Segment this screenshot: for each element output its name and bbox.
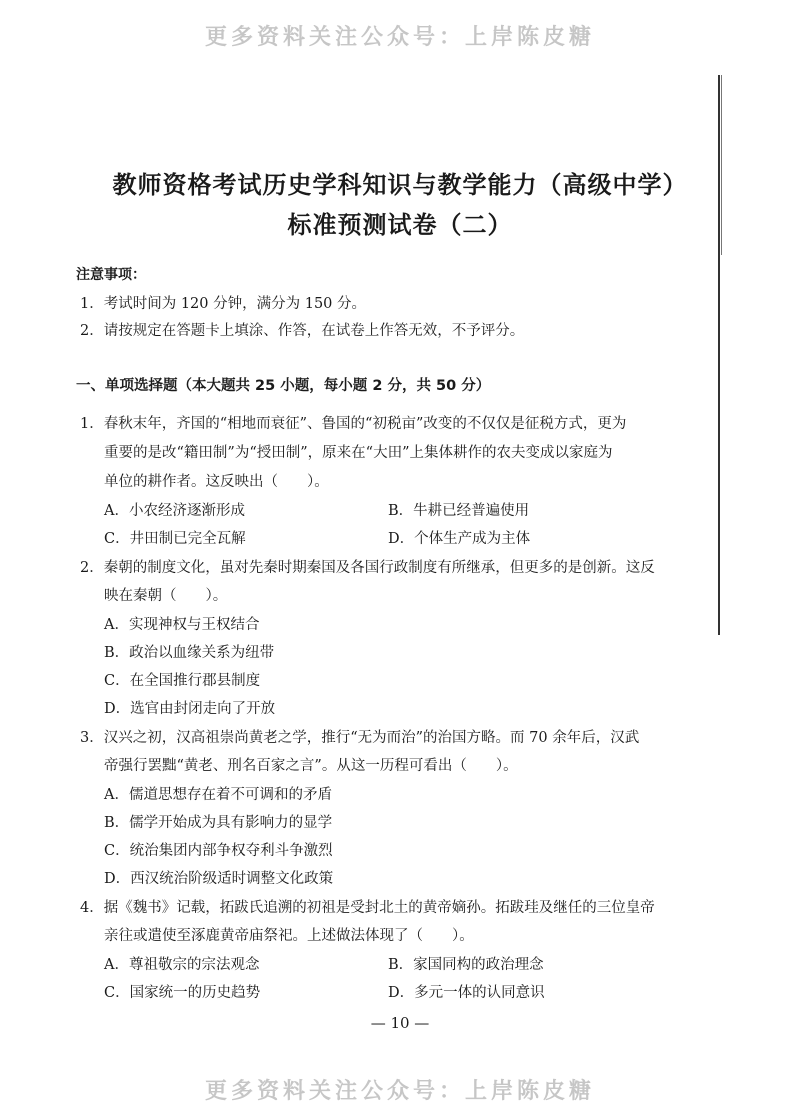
question-2-option: C．在全国推行郡县制度: [104, 673, 261, 689]
question-4-option: C．国家统一的历史趋势: [104, 985, 261, 1001]
notes-heading: 注意事项：: [76, 267, 146, 283]
question-1-stem-line: 1．春秋末年，齐国的“相地而衰征”、鲁国的“初税亩”改变的不仅仅是征税方式，更为: [80, 416, 627, 432]
question-3-option: D．西汉统治阶级适时调整文化政策: [104, 871, 334, 887]
question-2-stem-line: 2．秦朝的制度文化，虽对先秦时期秦国及各国行政制度有所继承，但更多的是创新。这反: [80, 560, 655, 576]
question-2-option: D．选官由封闭走向了开放: [104, 701, 276, 717]
margin-rule: [718, 75, 720, 635]
question-4-option: A．尊祖敬宗的宗法观念: [104, 957, 260, 973]
question-2-stem-line: 映在秦朝（ ）。: [104, 588, 228, 604]
exam-title-line2: 标准预测试卷（二）: [287, 210, 513, 239]
question-2-option: B．政治以血缘关系为纽带: [104, 645, 275, 661]
question-4-stem-line: 亲往或遣使至涿鹿黄帝庙祭祀。上述做法体现了（ ）。: [104, 928, 474, 944]
question-1-option: D．个体生产成为主体: [388, 531, 531, 547]
question-3-option: C．统治集团内部争权夺利斗争激烈: [104, 843, 333, 859]
question-1-stem-line: 单位的耕作者。这反映出（ ）。: [104, 474, 329, 490]
question-3-stem-line: 3．汉兴之初，汉高祖崇尚黄老之学，推行“无为而治”的治国方略。而 70 余年后，汉武: [80, 730, 640, 746]
question-2-option: A．实现神权与王权结合: [104, 617, 260, 633]
question-1-option: A．小农经济逐渐形成: [104, 503, 245, 519]
exam-title-line1: 教师资格考试历史学科知识与教学能力（高级中学）: [112, 170, 688, 199]
section-heading: 一、单项选择题（本大题共 25 小题，每小题 2 分，共 50 分）: [76, 378, 491, 394]
watermark-bottom: 更多资料关注公众号：上岸陈皮糖: [204, 1079, 595, 1104]
question-3-option: A．儒道思想存在着不可调和的矛盾: [104, 787, 332, 803]
question-4-option: D．多元一体的认同意识: [388, 985, 545, 1001]
page-number: — 10 —: [370, 1014, 430, 1032]
question-1-stem-line: 重要的是改“籍田制”为“授田制”，原来在“大田”上集体耕作的农夫变成以家庭为: [104, 445, 613, 461]
question-3-option: B．儒学开始成为具有影响力的显学: [104, 815, 333, 831]
question-3-stem-line: 帝强行罢黜“黄老、刑名百家之言”。从这一历程可看出（ ）。: [104, 758, 518, 774]
note-item: 2．请按规定在答题卡上填涂、作答，在试卷上作答无效，不予评分。: [80, 323, 525, 339]
question-4-stem-line: 4．据《魏书》记载，拓跋氏追溯的初祖是受封北土的黄帝嫡孙。拓跋珪及继任的三位皇帝: [80, 900, 655, 916]
watermark-top: 更多资料关注公众号：上岸陈皮糖: [204, 25, 595, 50]
question-1-option: B．牛耕已经普遍使用: [388, 503, 530, 519]
question-1-option: C．井田制已完全瓦解: [104, 531, 246, 547]
question-4-option: B．家国同构的政治理念: [388, 957, 544, 973]
note-item: 1．考试时间为 120 分钟，满分为 150 分。: [80, 296, 367, 312]
